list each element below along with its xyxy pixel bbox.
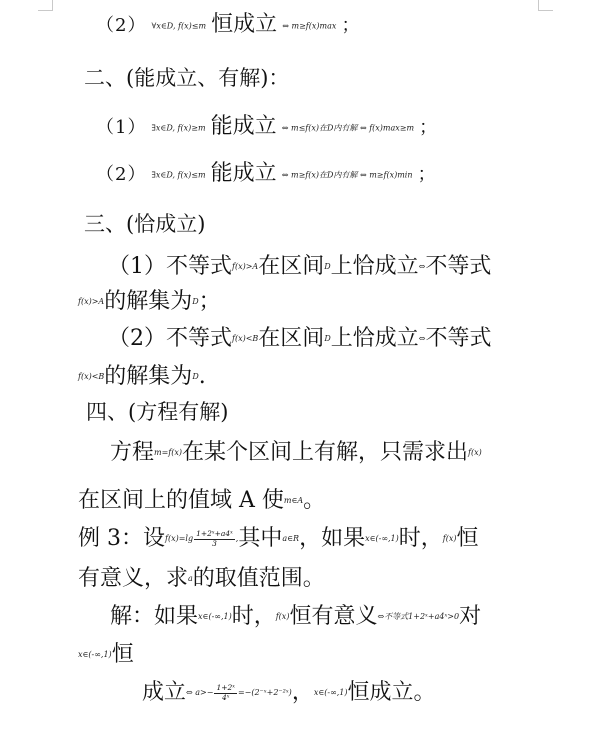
- line-range: [78, 490, 325, 512]
- item-number: （1）: [96, 117, 147, 138]
- math-inline: f(x)<B: [78, 372, 105, 381]
- text: 有意义，求: [78, 566, 189, 591]
- keyword: 能成立: [210, 161, 277, 186]
- math-equivalence: ⇔ m≥f(x)max: [282, 21, 337, 31]
- math-inline: x∈(-∞,1): [365, 534, 399, 543]
- line-solution-cont: [78, 644, 134, 666]
- math-condition: ∃x∈D, f(x)≥m: [151, 123, 206, 133]
- line-exists-ge: [96, 116, 438, 138]
- math-equivalence: ⇔ m≥f(x)在D内有解 ⇔ m≥f(x)min: [281, 170, 413, 180]
- text: 不等式: [425, 254, 492, 279]
- math-fraction: [194, 530, 235, 548]
- text: 恒成立。: [347, 680, 436, 705]
- text: 成立: [142, 680, 187, 705]
- line-example-3: [78, 528, 479, 550]
- keyword: 恒成立: [211, 12, 278, 37]
- math-inline: f(x)=lg: [165, 534, 194, 543]
- line-solution: [110, 606, 481, 628]
- text: 上恰成立: [330, 326, 419, 351]
- text: ；: [198, 289, 221, 314]
- math-inline: ⇔: [418, 334, 426, 343]
- math-inline: x∈(-∞,1): [313, 688, 348, 697]
- line-solution-final: [142, 682, 436, 704]
- text: 恒: [111, 642, 134, 667]
- math-inline: D: [192, 372, 199, 381]
- math-inline: f(x)>A: [232, 262, 259, 271]
- punctuation: ；: [419, 117, 439, 138]
- text: 例 3：设: [78, 526, 165, 551]
- text: 其中: [238, 526, 283, 551]
- math-fraction: [214, 684, 237, 702]
- line-equation: [110, 442, 482, 464]
- line-exact-1a: [108, 256, 491, 278]
- fraction-denominator: 3: [212, 538, 217, 548]
- text: 在区间: [258, 326, 325, 351]
- math-inline: =−(2⁻ˣ+2⁻²ˣ): [237, 688, 292, 697]
- math-inline: x∈(-∞,1): [78, 650, 112, 659]
- math-inline: D: [324, 334, 331, 343]
- keyword: 能成立: [210, 114, 277, 139]
- math-inline: ⇔: [418, 262, 426, 271]
- line-exists-le: [96, 163, 437, 185]
- math-inline: f(x)<B: [232, 334, 259, 343]
- text: （2）不等式: [108, 326, 232, 351]
- math-inline: x∈(-∞,1): [198, 612, 232, 621]
- math-condition: ∀x∈D, f(x)≤m: [151, 21, 207, 31]
- text: （1）不等式: [108, 254, 232, 279]
- math-inline: f(x): [442, 534, 457, 543]
- math-inline: ⇔不等式1+2ˣ+a4ˣ>0: [377, 612, 460, 621]
- text: 在某个区间上有解，只需求出: [182, 440, 469, 465]
- text: 对: [459, 604, 482, 629]
- text: 的解集为: [104, 364, 193, 389]
- text: 不等式: [425, 326, 492, 351]
- punctuation: ；: [341, 15, 361, 36]
- punctuation: ；: [417, 164, 437, 185]
- math-inline: D: [324, 262, 331, 271]
- item-number: （2）: [96, 15, 147, 36]
- text: .: [198, 364, 206, 389]
- math-inline: a∈R: [282, 534, 300, 543]
- text: 在区间: [258, 254, 325, 279]
- section-heading-3: 三、(恰成立): [84, 212, 206, 236]
- line-forall-le: [96, 14, 360, 36]
- math-inline: ⇔ a>−: [186, 688, 214, 697]
- text: 的解集为: [104, 289, 193, 314]
- fraction-numerator: 1+2ˣ: [216, 682, 235, 692]
- text: 的取值范围。: [192, 566, 325, 591]
- text: 时，: [231, 604, 276, 629]
- line-example-3-cont: [78, 568, 325, 590]
- math-inline: a: [188, 574, 193, 583]
- fraction-numerator: 1+2ˣ+a4ˣ: [196, 528, 233, 538]
- math-inline: f(x): [275, 612, 290, 621]
- text: 恒有意义: [289, 604, 378, 629]
- math-inline: m=f(x): [154, 448, 183, 457]
- text: 时，: [398, 526, 443, 551]
- math-inline: m∈A: [283, 496, 304, 505]
- text: 解：如果: [110, 604, 199, 629]
- text: 在区间上的值域 A 使: [78, 488, 284, 513]
- item-number: （2）: [96, 164, 147, 185]
- math-inline: D: [192, 297, 199, 306]
- text: ，如果: [299, 526, 366, 551]
- math-inline: f(x)>A: [78, 297, 105, 306]
- math-inline: ,: [235, 534, 239, 543]
- page-corner-mark-right: [538, 0, 553, 11]
- page-corner-mark-left: [38, 0, 53, 11]
- text: 恒: [456, 526, 479, 551]
- text: 方程: [110, 440, 155, 465]
- text: ，: [291, 680, 314, 705]
- line-exact-1b: [78, 291, 221, 313]
- math-condition: ∃x∈D, f(x)≤m: [151, 170, 206, 180]
- line-exact-2b: [78, 366, 206, 388]
- text: 上恰成立: [330, 254, 419, 279]
- line-exact-2a: [108, 328, 491, 350]
- section-heading-4: 四、(方程有解): [86, 400, 229, 424]
- text: 。: [303, 488, 326, 513]
- math-inline: f(x): [468, 448, 482, 457]
- fraction-denominator: 4ˣ: [221, 692, 230, 702]
- section-heading-2: 二、(能成立、有解)：: [84, 66, 290, 90]
- math-equivalence: ⇔ m≤f(x)在D内有解 ⇔ f(x)max≥m: [281, 123, 415, 133]
